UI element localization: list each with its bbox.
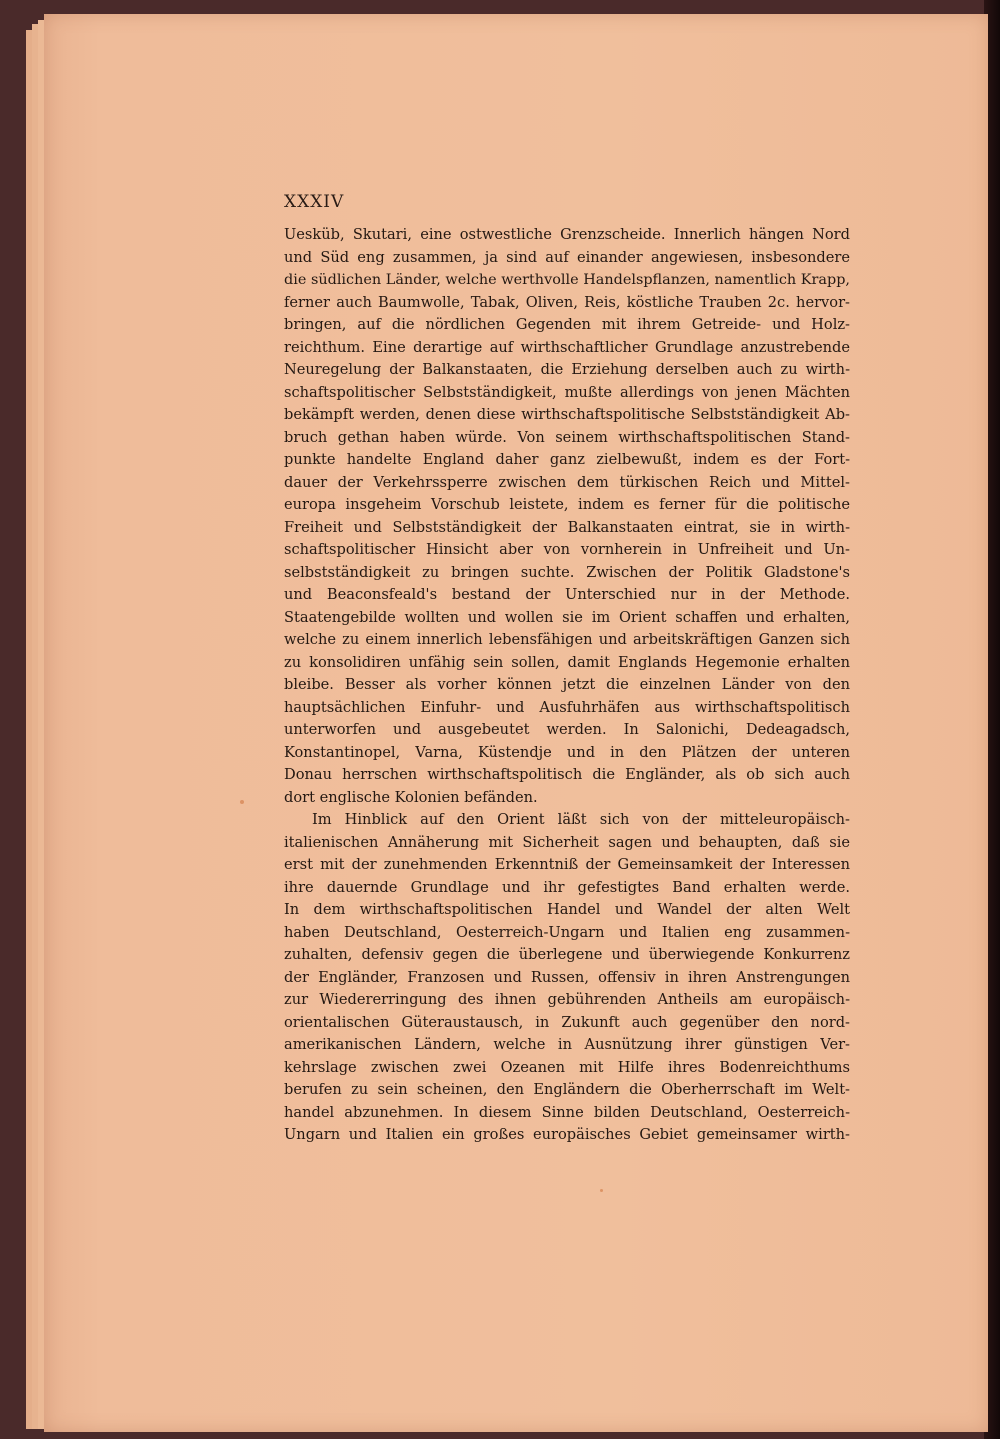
- body-text: [284, 224, 850, 1147]
- text-line: erst mit der zunehmenden Erkenntniß der Gemeinsamkeit der Interessen: [284, 856, 850, 873]
- text-line: unterworfen und ausgebeutet werden. In Salonichi, Dedeagadsch,: [284, 721, 850, 738]
- text-line: Donau herrschen wirthschaftspolitisch die Engländer, als ob sich auch: [284, 766, 850, 783]
- text-line: und Süd eng zusammen, ja sind auf einander angewiesen, insbesondere: [284, 248, 850, 266]
- text-line: welche zu einem innerlich lebensfähigen und arbeitskräftigen Ganzen sich: [284, 631, 850, 648]
- text-line: reichthum. Eine derartige auf wirthschaftlicher Grundlage anzustrebende: [284, 338, 850, 356]
- text-line: selbstständigkeit zu bringen suchte. Zwischen der Politik Gladstone's: [284, 563, 850, 581]
- text-line: Neuregelung der Balkanstaaten, die Erziehung derselben auch zu wirth-: [284, 361, 850, 378]
- paper-spot: [240, 800, 244, 804]
- text-line: orientalischen Güteraustausch, in Zukunft auch gegenüber den nord-: [284, 1013, 850, 1031]
- text-line: kehrslage zwischen zwei Ozeanen mit Hilfe ihres Bodenreichthums: [284, 1058, 850, 1076]
- text-line: bruch gethan haben würde. Von seinem wirthschaftspolitischen Stand-: [284, 428, 850, 446]
- page-number: XXXIV: [284, 192, 345, 212]
- text-line: ferner auch Baumwolle, Tabak, Oliven, Reis, köstliche Trauben 2c. hervor-: [284, 293, 850, 311]
- text-line: Freiheit und Selbstständigkeit der Balkanstaaten eintrat, sie in wirth-: [284, 518, 850, 536]
- text-line: dauer der Verkehrssperre zwischen dem türkischen Reich und Mittel-: [284, 473, 850, 491]
- text-line: Konstantinopel, Varna, Küstendje und in den Plätzen der unteren: [284, 743, 850, 761]
- text-line: bringen, auf die nördlichen Gegenden mit ihrem Getreide- und Holz-: [284, 316, 850, 333]
- text-line: punkte handelte England daher ganz zielbewußt, indem es der Fort-: [284, 451, 850, 468]
- text-line: bekämpft werden, denen diese wirthschaftspolitische Selbstständigkeit Ab-: [284, 406, 850, 423]
- text-line: europa insgeheim Vorschub leistete, indem es ferner für die politische: [284, 496, 850, 513]
- text-line: bleibe. Besser als vorher können jetzt die einzelnen Länder von den: [284, 676, 850, 693]
- paper-spot: [600, 1189, 603, 1192]
- text-line: amerikanischen Ländern, welche in Ausnützung ihrer günstigen Ver-: [284, 1036, 850, 1053]
- text-line: berufen zu sein scheinen, den Engländern die Oberherrschaft im Welt-: [284, 1081, 850, 1098]
- book-page: [44, 14, 988, 1432]
- text-line: schaftspolitischer Selbstständigkeit, mußte allerdings von jenen Mächten: [284, 383, 850, 401]
- text-line: der Engländer, Franzosen und Russen, offensiv in ihren Anstrengungen: [284, 968, 850, 986]
- text-line: Im Hinblick auf den Orient läßt sich von der mitteleuropäisch-: [312, 811, 850, 828]
- text-line: Ungarn und Italien ein großes europäisches Gebiet gemeinsamer wirth-: [284, 1126, 850, 1143]
- text-line: dort englische Kolonien befänden.: [284, 788, 538, 806]
- text-line: zur Wiedererringung des ihnen gebührenden Antheils am europäisch-: [284, 991, 850, 1008]
- text-line: handel abzunehmen. In diesem Sinne bilden Deutschland, Oesterreich-: [284, 1103, 850, 1121]
- text-line: zu konsolidiren unfähig sein sollen, damit Englands Hegemonie erhalten: [284, 653, 850, 671]
- text-line: Staatengebilde wollten und wollen sie im Orient schaffen und erhalten,: [284, 608, 850, 626]
- text-line: In dem wirthschaftspolitischen Handel und Wandel der alten Welt: [284, 901, 850, 918]
- text-line: und Beaconsfeald's bestand der Unterschied nur in der Methode.: [284, 586, 850, 603]
- text-line: zuhalten, defensiv gegen die überlegene und überwiegende Konkurrenz: [284, 946, 850, 963]
- text-line: haben Deutschland, Oesterreich-Ungarn und Italien eng zusammen-: [284, 923, 850, 941]
- text-line: schaftspolitischer Hinsicht aber von vornherein in Unfreiheit und Un-: [284, 541, 850, 558]
- text-line: hauptsächlichen Einfuhr- und Ausfuhrhäfen aus wirthschaftspolitisch: [284, 698, 850, 716]
- text-line: italienischen Annäherung mit Sicherheit sagen und behaupten, daß sie: [284, 833, 850, 851]
- text-line: Uesküb, Skutari, eine ostwestliche Grenzscheide. Innerlich hängen Nord: [284, 226, 850, 243]
- text-line: die südlichen Länder, welche werthvolle Handelspflanzen, namentlich Krapp,: [284, 272, 850, 288]
- text-line: ihre dauernde Grundlage und ihr gefestigtes Band erhalten werde.: [284, 878, 850, 896]
